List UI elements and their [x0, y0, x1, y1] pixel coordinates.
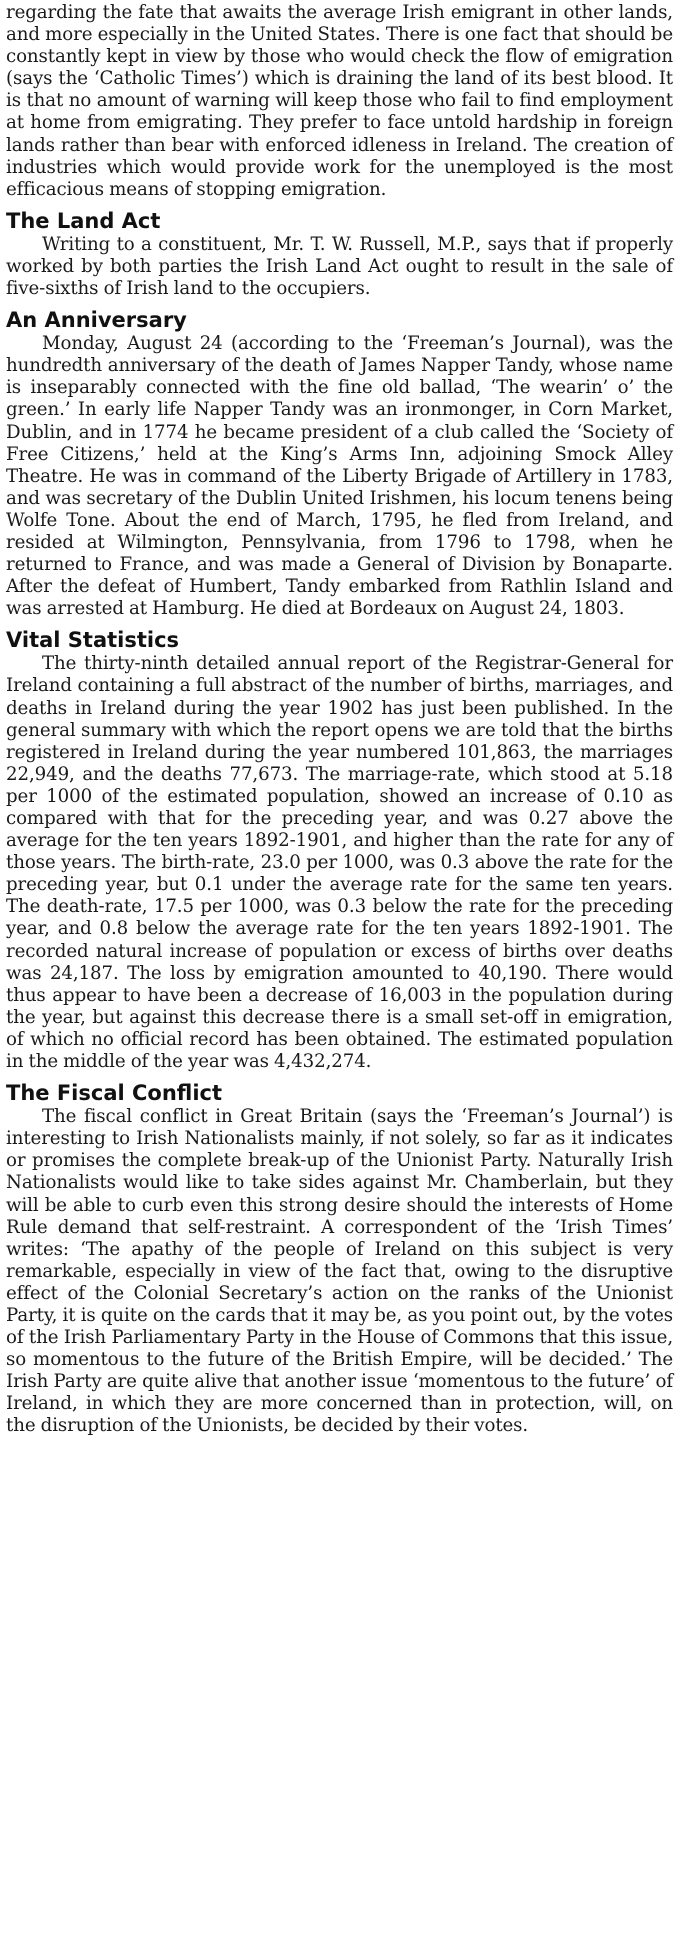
section-body-land-act: Writing to a constituent, Mr. T. W. Russell, M.P., says that if properly worked by both parties the Irish Land Act ought to result in the sale of five-sixths of Irish land to the occupiers. [6, 233, 673, 300]
section-vital-statistics [6, 628, 673, 1073]
section-land-act [6, 209, 673, 300]
section-heading-anniversary: An Anniversary [6, 308, 187, 333]
section-heading-fiscal-conflict: The Fiscal Conflict [6, 1081, 223, 1106]
section-body-fiscal-conflict: The fiscal conflict in Great Britain (says the ‘Freeman’s Journal’) is interesting to Irish Nationalists mainly, if not solely, so far as it indicates or promises the complete break-up of the Unionist Party. Naturally Irish Nationalists would like to take sides against Mr. Chamberlain, but they will be able to curb even this strong desire should the interests of Home Rule demand that self-restraint. A correspondent of the ‘Irish Times’ writes: ‘The apathy of the people of Ireland on this subject is very remarkable, especially in view of the fact that, owing to the disruptive effect of the Colonial Secretary’s action on the ranks of the Unionist Party, it is quite on the cards that it may be, as you point out, by the votes of the Irish Parliamentary Party in the House of Commons that this issue, so momentous to the future of the British Empire, will be decided.’ The Irish Party are quite alive that another issue ‘momentous to the future’ of Ireland, in which they are more concerned than in protection, will, on the disruption of the Unionists, be decided by their votes. [6, 1106, 673, 1437]
section-body-vital-statistics: The thirty-ninth detailed annual report of the Registrar-General for Ireland containing a full abstract of the number of births, marriages, and deaths in Ireland during the year 1902 has just been published. In the general summary with which the report opens we are told that the births registered in Ireland during the year numbered 101,863, the marriages 22,949, and the deaths 77,673. The marriage-rate, which stood at 5.18 per 1000 of the estimated population, showed an increase of 0.10 as compared with that for the preceding year, and was 0.27 above the average for the ten years 1892-1901, and higher than the rate for any of those years. The birth-rate, 23.0 per 1000, was 0.3 above the rate for the preceding year, but 0.1 under the average rate for the same ten years. The death-rate, 17.5 per 1000, was 0.3 below the rate for the preceding year, and 0.8 below the average rate for the ten years 1892-1901. The recorded natural increase of population or excess of births over deaths was 24,187. The loss by emigration amounted to 40,190. There would thus appear to have been a decrease of 16,003 in the population during the year, but against this decrease there is a small set-off in emigration, of which no official record has been obtained. The estimated population in the middle of the year was 4,432,274. [6, 653, 673, 1073]
intro-paragraph: regarding the fate that awaits the average Irish emigrant in other lands, and more especially in the United States. There is one fact that should be constantly kept in view by those who would check the flow of emigration (says the ‘Catholic Times’) which is draining the land of its best blood. It is that no amount of warning will keep those who fail to find employment at home from emigrating. They prefer to face untold hardship in foreign lands rather than bear with enforced idleness in Ireland. The creation of industries which would provide work for the unemployed is the most efficacious means of stopping emigration. [6, 2, 673, 200]
section-fiscal-conflict [6, 1081, 673, 1437]
section-heading-land-act: The Land Act [6, 208, 161, 233]
section-anniversary [6, 308, 673, 620]
section-heading-vital-statistics: Vital Statistics [6, 628, 180, 653]
section-body-anniversary: Monday, August 24 (according to the ‘Freeman’s Journal), was the hundredth anniversary of the death of James Napper Tandy, whose name is inseparably connected with the fine old ballad, ‘The wearin’ o’ the green.’ In early life Napper Tandy was an ironmonger, in Corn Market, Dublin, and in 1774 he became president of a club called the ‘Society of Free Citizens,’ held at the King’s Arms Inn, adjoining Smock Alley Theatre. He was in command of the Liberty Brigade of Artillery in 1783, and was secretary of the Dublin United Irishmen, his locum tenens being Wolfe Tone. About the end of March, 1795, he fled from Ireland, and resided at Wilmington, Pennsylvania, from 1796 to 1798, when he returned to France, and was made a General of Division by Bonaparte. After the defeat of Humbert, Tandy embarked from Rathlin Island and was arrested at Hamburg. He died at Bordeaux on August 24, 1803. [6, 333, 673, 620]
